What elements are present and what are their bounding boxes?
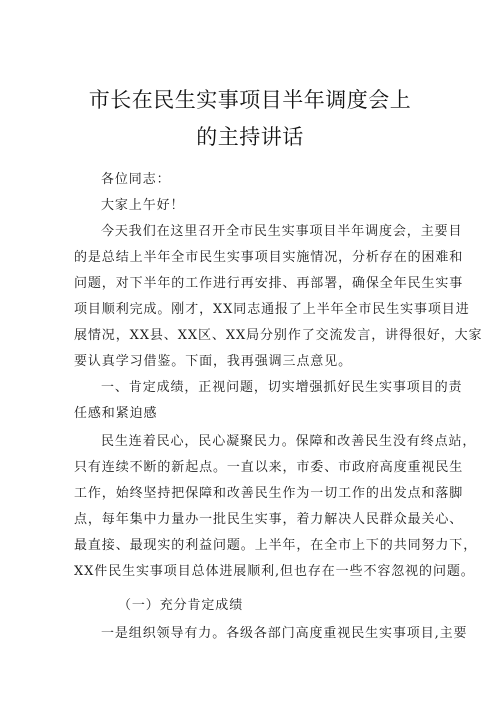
salutation: 各位同志：: [101, 172, 171, 187]
paragraph-line: 最直接、最现实的利益问题。上半年，在全市上下的共同努力下，: [74, 538, 478, 553]
paragraph-line: 民生连着民心，民心凝聚民力。保障和改善民生没有终点站，: [101, 434, 477, 449]
paragraph-line: 点，每年集中力量办一批民生实事，着力解决人民群众最关心、: [74, 512, 464, 527]
document-title-line-2: 的主持讲话: [196, 125, 304, 149]
paragraph-line: 今天我们在这里召开全市民生实事项目半年调度会，主要目: [101, 224, 463, 239]
subheading-affirm-achievements: （一）充分肯定成绩: [118, 598, 244, 613]
paragraph-line: 问题，对下半年的工作进行再安排、再部署，确保全年民生实事: [74, 276, 464, 291]
paragraph-line: 项目顺利完成。刚才，XX同志通报了上半年全市民生实事项目进: [74, 302, 470, 317]
greeting: 大家上午好！: [101, 198, 185, 213]
paragraph-line: 一是组织领导有力。各级各部门高度重视民生实事项目,主要: [101, 626, 468, 641]
paragraph-line: 只有连续不断的新起点。一直以来，市委、市政府高度重视民生: [74, 460, 464, 475]
heading-line: 任感和紧迫感: [74, 406, 158, 421]
paragraph-line: 工作，始终坚持把保障和改善民生作为一切工作的出发点和落脚: [74, 486, 464, 501]
paragraph-line: 要认真学习借鉴。下面，我再强调三点意见。: [74, 354, 353, 369]
heading-line: 一、肯定成绩，正视问题，切实增强抓好民生实事项目的责: [101, 380, 463, 395]
paragraph-line: 的是总结上半年全市民生实事项目实施情况，分析存在的困难和: [74, 250, 464, 265]
paragraph-line: XX件民生实事项目总体进展顺利,但也存在一些不容忽视的问题。: [74, 564, 475, 579]
document-title-line-1: 市长在民生实事项目半年调度会上: [88, 88, 412, 112]
paragraph-line: 展情况，XX县、XX区、XX局分别作了交流发言，讲得很好，大家: [74, 328, 483, 343]
